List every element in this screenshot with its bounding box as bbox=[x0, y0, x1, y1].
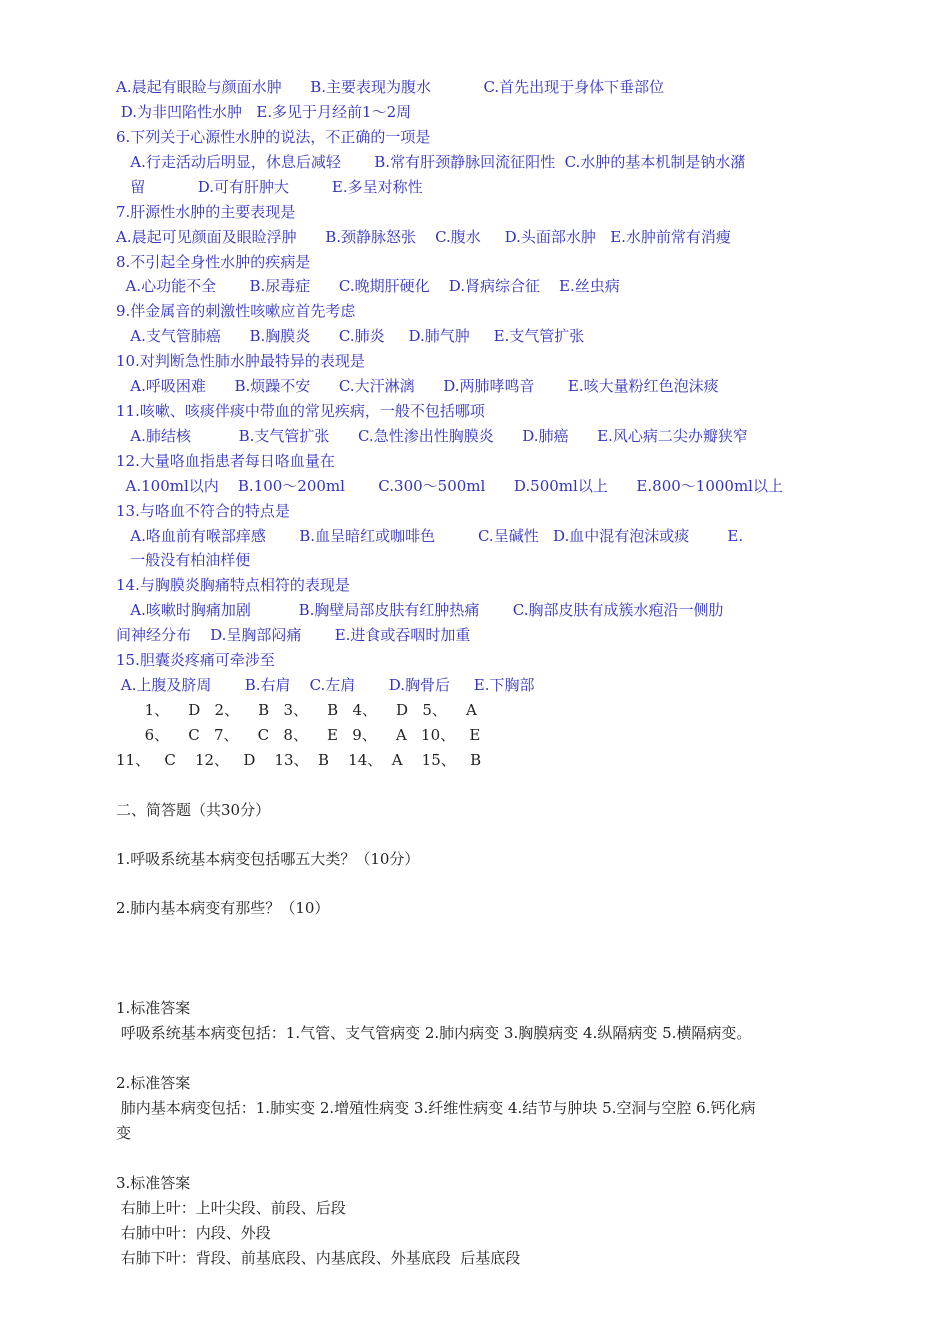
answer-text: 右肺中叶：内段、外段 bbox=[116, 1224, 271, 1242]
question-line: A.支气管肺癌 B.胸膜炎 C.肺炎 D.肺气肿 E.支气管扩张 bbox=[116, 327, 585, 345]
question-line: A.100ml以内 B.100～200ml C.300～500ml D.500ml以上 E.800～1000ml以上 bbox=[116, 477, 783, 495]
question-line: 6.下列关于心源性水肿的说法，不正确的一项是 bbox=[116, 128, 431, 146]
answer-key-line: 6、 C 7、 C 8、 E 9、 A 10、 E bbox=[116, 726, 481, 744]
question-line: 留 D.可有肝肿大 E.多呈对称性 bbox=[116, 178, 423, 196]
answer-key-line: 11、 C 12、 D 13、 B 14、 A 15、 B bbox=[116, 751, 482, 769]
short-question-1: 1.呼吸系统基本病变包括哪五大类？（10分） bbox=[116, 850, 420, 868]
question-line: A.肺结核 B.支气管扩张 C.急性渗出性胸膜炎 D.肺癌 E.风心病二尖办瓣狭窄 bbox=[116, 427, 748, 445]
question-line: A.心功能不全 B.尿毒症 C.晚期肝硬化 D.肾病综合征 E.丝虫病 bbox=[116, 277, 620, 295]
answer-heading-2: 2.标准答案 bbox=[116, 1074, 191, 1092]
question-line: A.咯血前有喉部痒感 B.血呈暗红或咖啡色 C.呈碱性 D.血中混有泡沫或痰 E. bbox=[116, 527, 744, 545]
answer-text: 肺内基本病变包括：1.肺实变 2.增殖性病变 3.纤维性病变 4.结节与肿块 5.空洞与空腔 6.钙化病 bbox=[116, 1099, 756, 1117]
question-line: A.呼吸困难 B.烦躁不安 C.大汗淋漓 D.两肺哮鸣音 E.咳大量粉红色泡沫痰 bbox=[116, 377, 719, 395]
question-line: 一般没有柏油样便 bbox=[116, 551, 251, 569]
question-line: 15.胆囊炎疼痛可牵涉至 bbox=[116, 651, 275, 669]
question-line: 14.与胸膜炎胸痛特点相符的表现是 bbox=[116, 576, 350, 594]
question-line: 9.伴金属音的刺激性咳嗽应首先考虑 bbox=[116, 302, 356, 320]
question-line: A.上腹及脐周 B.右肩 C.左肩 D.胸骨后 E.下胸部 bbox=[116, 676, 535, 694]
short-question-2: 2.肺内基本病变有那些？（10） bbox=[116, 899, 330, 917]
answer-text: 变 bbox=[116, 1124, 132, 1142]
answer-text: 右肺下叶：背段、前基底段、内基底段、外基底段 后基底段 bbox=[116, 1249, 521, 1267]
answer-heading-3: 3.标准答案 bbox=[116, 1174, 191, 1192]
answer-key-line: 1、 D 2、 B 3、 B 4、 D 5、 A bbox=[116, 701, 477, 719]
question-line: 7.肝源性水肿的主要表现是 bbox=[116, 203, 296, 221]
question-line: 8.不引起全身性水肿的疾病是 bbox=[116, 253, 311, 271]
question-line: 12.大量咯血指患者每日咯血量在 bbox=[116, 452, 335, 470]
section-title: 二、简答题（共30分） bbox=[116, 801, 271, 819]
question-line: 间神经分布 D.呈胸部闷痛 E.进食或吞咽时加重 bbox=[116, 626, 471, 644]
question-line: 11.咳嗽、咳痰伴痰中带血的常见疾病，一般不包括哪项 bbox=[116, 402, 485, 420]
answer-text: 右肺上叶：上叶尖段、前段、后段 bbox=[116, 1199, 346, 1217]
answer-heading-1: 1.标准答案 bbox=[116, 999, 191, 1017]
question-line: A.咳嗽时胸痛加剧 B.胸壁局部皮肤有红肿热痛 C.胸部皮肤有成簇水疱沿一侧肋 bbox=[116, 601, 724, 619]
question-line: 13.与咯血不符合的特点是 bbox=[116, 502, 290, 520]
question-line: A.晨起可见颜面及眼睑浮肿 B.颈静脉怒张 C.腹水 D.头面部水肿 E.水肿前常有消瘦 bbox=[116, 228, 731, 246]
answer-text: 呼吸系统基本病变包括：1.气管、支气管病变 2.肺内病变 3.胸膜病变 4.纵隔病变 5.横隔病变。 bbox=[116, 1024, 752, 1042]
question-line: D.为非凹陷性水肿 E.多见于月经前1～2周 bbox=[116, 103, 412, 121]
question-line: 10.对判断急性肺水肿最特异的表现是 bbox=[116, 352, 365, 370]
question-line: A.行走活动后明显，休息后减轻 B.常有肝颈静脉回流征阳性 C.水肿的基本机制是钠水潴 bbox=[116, 153, 746, 171]
question-line: A.晨起有眼睑与颜面水肿 B.主要表现为腹水 C.首先出现于身体下垂部位 bbox=[116, 78, 665, 96]
